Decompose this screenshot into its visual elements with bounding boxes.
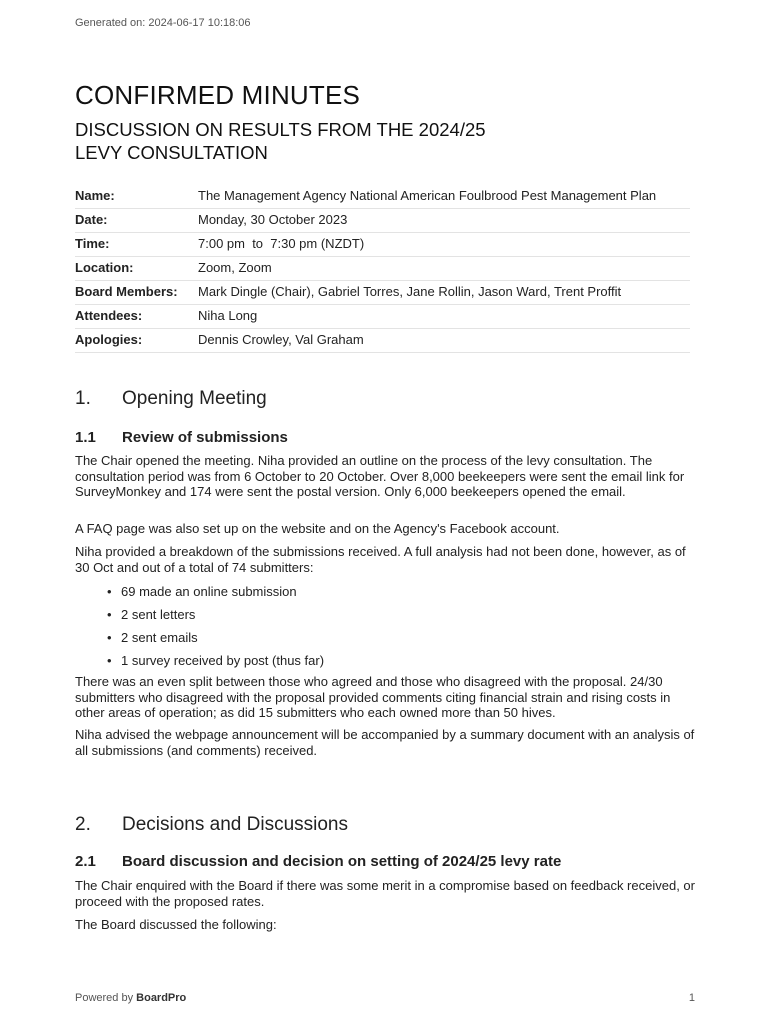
meta-row-board-members: [75, 281, 690, 305]
meta-label: Attendees:: [75, 305, 198, 329]
section-number: 1.: [75, 388, 91, 409]
meta-value: Dennis Crowley, Val Graham: [198, 329, 690, 353]
paragraph: Niha provided a breakdown of the submissions received. A full analysis had not been done, however, as of 30 Oct and out of a total of 74 submitters:: [75, 544, 686, 575]
paragraph: The Chair enquired with the Board if there was some merit in a compromise based on feedback received, or proceed with the proposed rates.: [75, 878, 695, 909]
list-item: • 2 sent emails: [75, 626, 324, 649]
submission-breakdown-list: [75, 580, 324, 672]
paragraph: The Chair opened the meeting. Niha provided an outline on the process of the levy consultation. The consultation period was from 6 October to 20 October. Over 8,000 beekeepers were sent the email link for SurveyMonkey and 174 were sent the postal version. Only 6,000 beekeepers opened the email.: [75, 453, 685, 499]
powered-by-prefix: Powered by: [75, 992, 137, 1004]
meta-label: Apologies:: [75, 329, 198, 353]
document-title: CONFIRMED MINUTES: [75, 80, 361, 110]
meta-row-name: [75, 185, 690, 209]
list-item: • 2 sent letters: [75, 603, 324, 626]
list-item: • 1 survey received by post (thus far): [75, 649, 324, 672]
subsection-number: 1.1: [75, 429, 96, 446]
meta-value: The Management Agency National American Foulbrood Pest Management Plan: [198, 185, 690, 209]
subsection-title: Board discussion and decision on setting of 2024/25 levy rate: [122, 853, 562, 870]
meta-row-time: [75, 233, 690, 257]
section-title: Decisions and Discussions: [122, 814, 348, 835]
subsection-title: Review of submissions: [122, 429, 288, 446]
meeting-details-table: [75, 185, 690, 353]
meta-label: Date:: [75, 209, 198, 233]
section-1-heading: [75, 388, 267, 410]
meta-label: Location:: [75, 257, 198, 281]
paragraph: A FAQ page was also set up on the website and on the Agency's Facebook account.: [75, 521, 560, 536]
paragraph: The Board discussed the following:: [75, 917, 277, 932]
meta-value: Monday, 30 October 2023: [198, 209, 690, 233]
meta-row-attendees: [75, 305, 690, 329]
section-title: Opening Meeting: [122, 388, 267, 409]
section-number: 2.: [75, 814, 91, 835]
powered-by: [75, 992, 186, 1004]
meta-label: Board Members:: [75, 281, 198, 305]
meta-row-location: [75, 257, 690, 281]
section-2-heading: [75, 814, 348, 836]
meta-row-date: [75, 209, 690, 233]
meta-value: Zoom, Zoom: [198, 257, 690, 281]
generated-timestamp: Generated on: 2024-06-17 10:18:06: [75, 17, 251, 29]
subtitle-line-2: LEVY CONSULTATION: [75, 142, 268, 163]
paragraph: Niha advised the webpage announcement will be accompanied by a summary document with an analysis of all submissions (and comments) received.: [75, 727, 695, 758]
paragraph: There was an even split between those who agreed and those who disagreed with the proposal. 24/30 submitters who disagreed with the proposal provided comments citing financial strain and rising costs in other areas of operation; as did 15 submitters who each owned more than 50 hives.: [75, 674, 671, 720]
meta-value: Mark Dingle (Chair), Gabriel Torres, Jane Rollin, Jason Ward, Trent Proffit: [198, 281, 690, 305]
list-item: • 69 made an online submission: [75, 580, 324, 603]
document-subtitle: [75, 118, 675, 164]
meta-label: Name:: [75, 185, 198, 209]
subtitle-line-1: DISCUSSION ON RESULTS FROM THE 2024/25: [75, 119, 486, 140]
page-number: 1: [688, 992, 695, 1004]
subsection-1-1-heading: [75, 429, 288, 446]
subsection-number: 2.1: [75, 853, 96, 870]
meta-row-apologies: [75, 329, 690, 353]
meta-label: Time:: [75, 233, 198, 257]
subsection-2-1-heading: [75, 853, 561, 870]
meta-value: 7:00 pm to 7:30 pm (NZDT): [198, 233, 690, 257]
brand-name: BoardPro: [136, 992, 187, 1004]
meta-value: Niha Long: [198, 305, 690, 329]
